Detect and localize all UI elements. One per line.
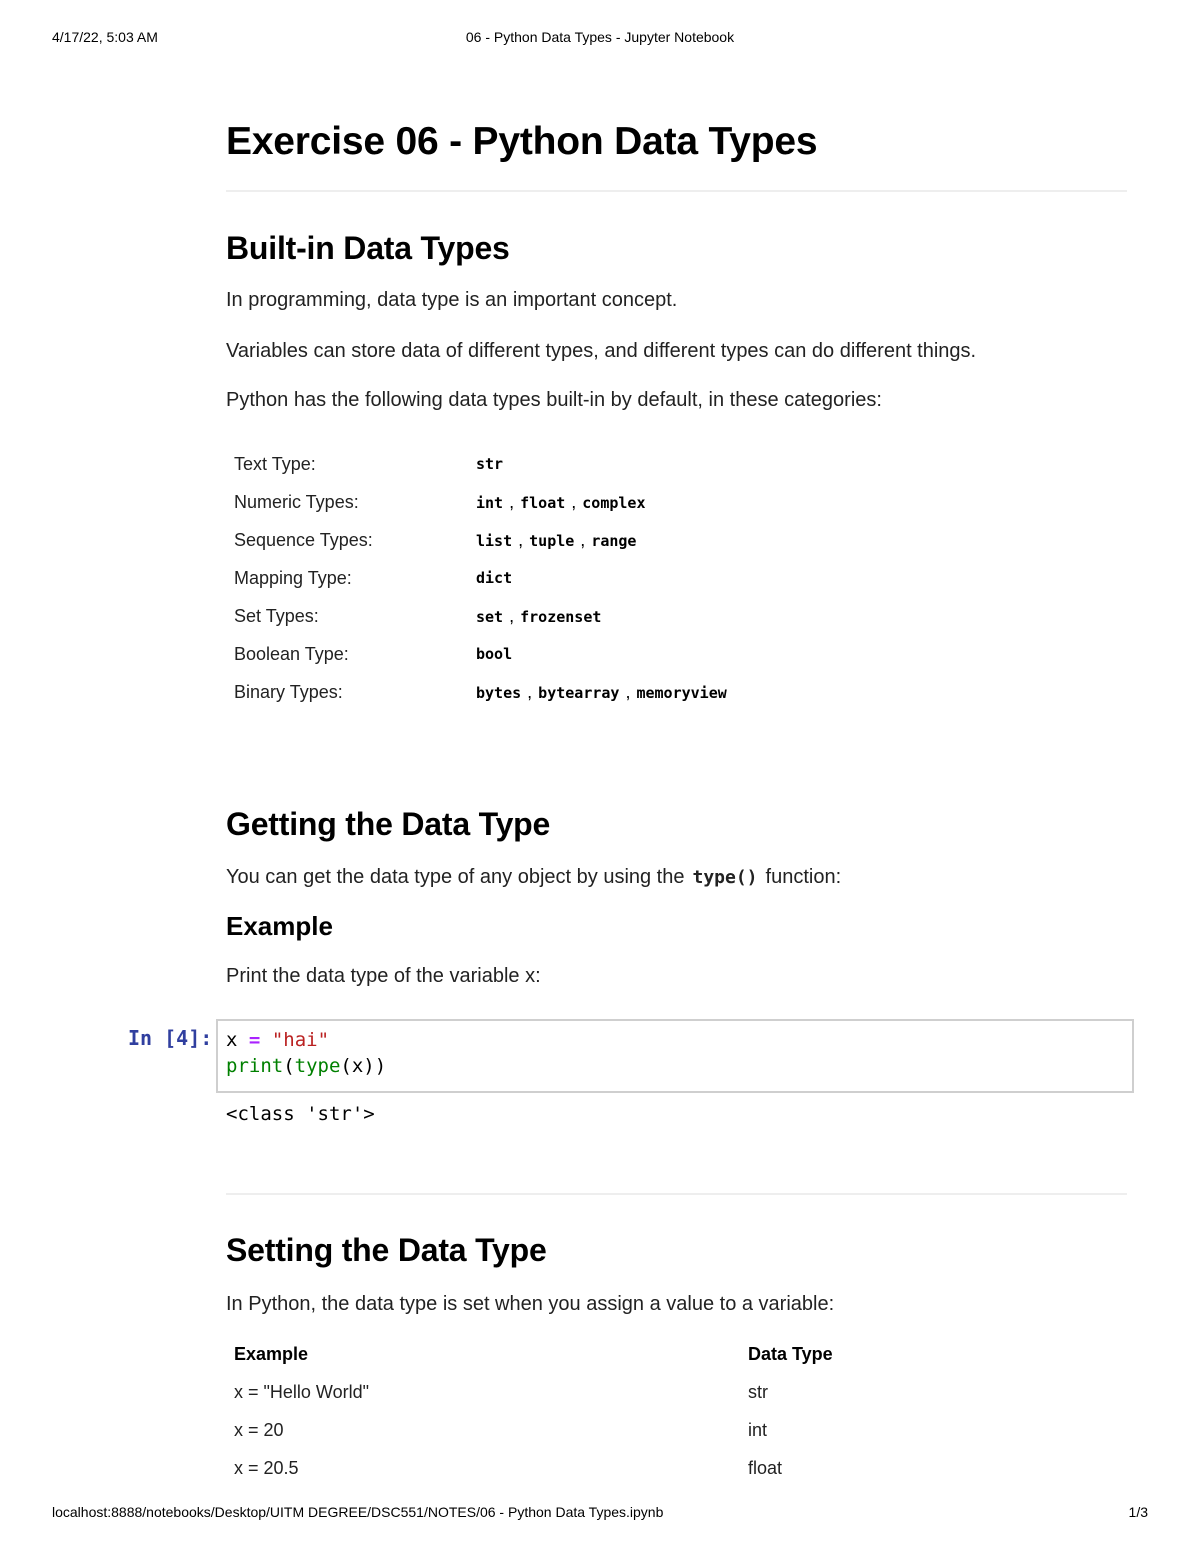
code-print-fn: print — [226, 1055, 284, 1077]
type-name-code: int — [476, 493, 504, 512]
table-row — [226, 483, 727, 521]
table-row — [226, 673, 727, 711]
type-category-values — [468, 597, 727, 635]
notebook-title: Exercise 06 - Python Data Types — [226, 120, 818, 163]
example-description: Print the data type of the variable x: — [226, 965, 541, 987]
setting-paragraph: In Python, the data type is set when you assign a value to a variable: — [226, 1293, 835, 1315]
builtin-types-table — [226, 445, 727, 711]
table-row — [226, 1411, 833, 1449]
print-doc-title: 06 - Python Data Types - Jupyter Notebook — [465, 29, 735, 45]
cell-output: <class 'str'> — [226, 1103, 375, 1125]
print-page-number: 1/3 — [1128, 1504, 1148, 1520]
table-row — [226, 1373, 833, 1411]
code-operator: = — [248, 1029, 261, 1051]
title-divider — [226, 190, 1127, 192]
type-name-code: complex — [582, 493, 646, 512]
table-row — [226, 559, 727, 597]
type-name-code: range — [591, 531, 637, 550]
type-category-label: Text Type: — [234, 453, 316, 474]
type-category-values — [468, 483, 727, 521]
type-category-label: Mapping Type: — [234, 567, 352, 588]
type-category-values — [468, 635, 727, 673]
comma-separator: , — [625, 681, 631, 702]
example-cell: x = "Hello World" — [234, 1381, 369, 1402]
code-type-fn: type — [294, 1055, 341, 1077]
type-name-code: dict — [476, 569, 513, 587]
cell-input-prompt: In [4]: — [128, 1026, 213, 1050]
table-row — [226, 445, 727, 483]
type-function-code: type() — [692, 867, 758, 888]
data-type-cell: float — [748, 1457, 783, 1478]
comma-separator: , — [527, 681, 533, 702]
type-name-code: bytearray — [538, 683, 620, 702]
heading-getting-data-type: Getting the Data Type — [226, 806, 551, 842]
table-row — [226, 521, 727, 559]
type-name-code: set — [476, 607, 504, 626]
type-category-label: Set Types: — [234, 605, 319, 626]
data-type-cell: int — [748, 1419, 768, 1440]
type-category-values — [468, 673, 727, 711]
type-name-code: float — [520, 493, 566, 512]
heading-example: Example — [226, 911, 333, 941]
type-category-label: Sequence Types: — [234, 529, 373, 550]
type-name-code: tuple — [529, 531, 575, 550]
builtin-paragraph-2: Variables can store data of different types, and different types can do different things. — [226, 340, 977, 362]
print-date: 4/17/22, 5:03 AM — [52, 29, 158, 45]
type-name-code: frozenset — [520, 607, 602, 626]
table-header-row — [226, 1335, 833, 1373]
print-header — [52, 29, 1148, 49]
type-category-label: Numeric Types: — [234, 491, 359, 512]
example-cell: x = 20 — [234, 1419, 284, 1440]
type-name-code: list — [476, 531, 513, 550]
type-category-label: Binary Types: — [234, 681, 343, 702]
setting-examples-table — [226, 1335, 833, 1487]
type-category-values — [468, 445, 727, 483]
type-name-code: str — [476, 455, 504, 473]
table-row — [226, 635, 727, 673]
type-category-label: Boolean Type: — [234, 643, 349, 664]
comma-separator: , — [509, 491, 515, 512]
type-name-code: bytes — [476, 683, 522, 702]
getting-text-after: function: — [765, 866, 842, 888]
type-category-values — [468, 521, 727, 559]
getting-text-before: You can get the data type of any object by using the — [226, 866, 685, 888]
comma-separator: , — [518, 529, 524, 550]
type-category-values — [468, 559, 727, 597]
code-line-1[interactable] — [226, 1029, 329, 1051]
print-url: localhost:8888/notebooks/Desktop/UITM DEGREE/DSC551/NOTES/06 - Python Data Types.ipynb — [52, 1504, 664, 1520]
print-footer — [52, 1504, 1148, 1524]
code-args: (x)) — [340, 1055, 387, 1077]
comma-separator: , — [509, 605, 515, 626]
type-name-code: memoryview — [636, 683, 727, 702]
code-paren-open: ( — [283, 1055, 295, 1077]
data-type-cell: str — [748, 1381, 768, 1402]
heading-setting-data-type: Setting the Data Type — [226, 1232, 547, 1268]
column-header-data-type: Data Type — [748, 1343, 833, 1364]
section-divider — [226, 1193, 1127, 1195]
code-string: "hai" — [271, 1029, 330, 1051]
code-cell-editor[interactable] — [216, 1019, 1134, 1093]
heading-builtin-data-types: Built-in Data Types — [226, 230, 510, 266]
example-cell: x = 20.5 — [234, 1457, 299, 1478]
column-header-example: Example — [234, 1343, 309, 1364]
comma-separator: , — [571, 491, 577, 512]
builtin-paragraph-1: In programming, data type is an important concept. — [226, 289, 678, 311]
code-var: x — [226, 1029, 238, 1051]
builtin-paragraph-3: Python has the following data types built-in by default, in these categories: — [226, 389, 882, 411]
getting-paragraph — [226, 866, 841, 889]
code-line-2[interactable] — [226, 1055, 386, 1077]
table-row — [226, 597, 727, 635]
table-row — [226, 1449, 833, 1487]
type-name-code: bool — [476, 645, 513, 663]
comma-separator: , — [580, 529, 586, 550]
